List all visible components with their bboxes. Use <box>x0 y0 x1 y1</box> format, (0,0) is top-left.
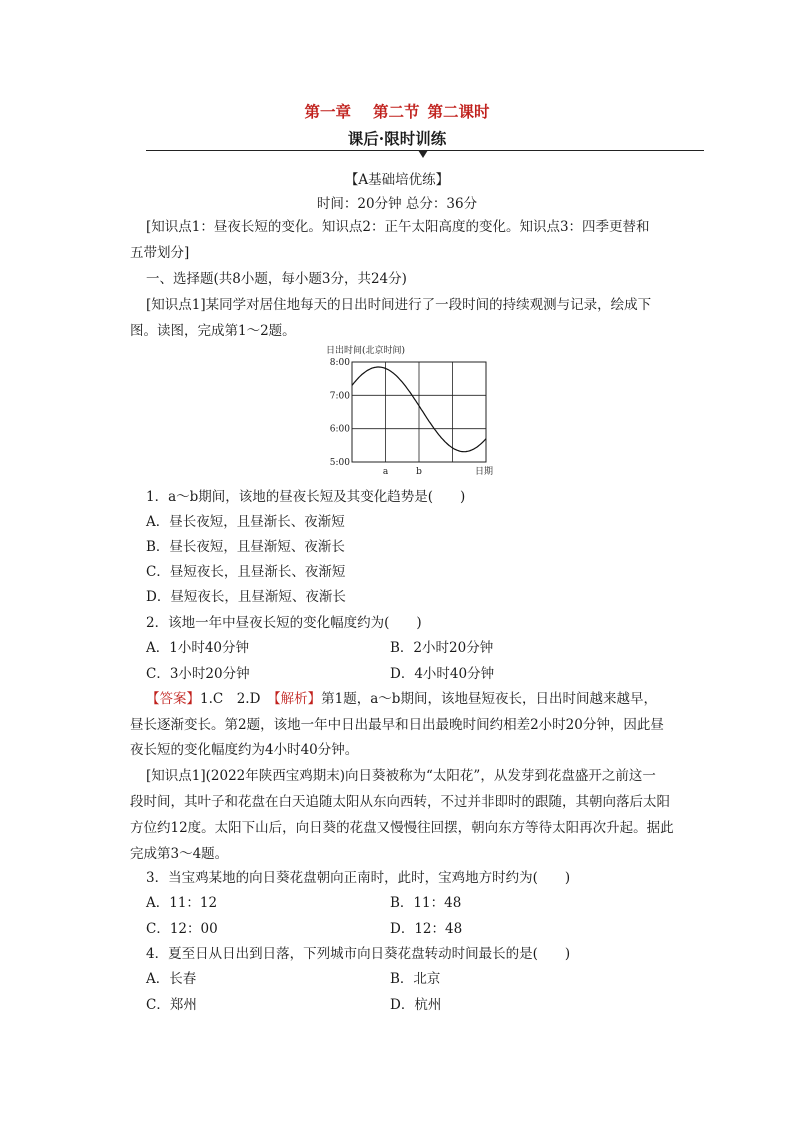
chapter-label: 第一章 <box>304 102 351 121</box>
lesson-label: 第二课时 <box>427 102 490 121</box>
ytick-label: 7:00 <box>329 391 350 402</box>
q4-stem: 4．夏至日从日出到日落，下列城市向日葵花盘转动时间最长的是( ) <box>146 946 571 962</box>
xtick-a: a <box>382 467 389 477</box>
analysis-text: 第1题，a～b期间，该地昼短夜长，日出时间越来越早， <box>321 691 657 707</box>
q2-stem: 2．该地一年中昼夜长短的变化幅度约为( ) <box>146 615 422 631</box>
y-tick-labels <box>330 358 350 468</box>
q1-option-c: C．昼短夜长，且昼渐长、夜渐短 <box>146 564 346 580</box>
section-label: 第二节 <box>372 102 420 121</box>
intro1-line1: [知识点1]某同学对居住地每天的日出时间进行了一段时间的持续观测与记录，绘成下 <box>146 297 652 313</box>
q2-option-b: B．2小时20分钟 <box>390 640 494 656</box>
q1-option-b: B．昼长夜短，且昼渐短、夜渐长 <box>146 539 345 555</box>
section-heading: 一、选择题(共8小题，每小题3分，共24分) <box>146 271 407 287</box>
chart-ylabel: 日出时间(北京时间) <box>326 346 406 356</box>
triangle-marker-icon <box>418 150 428 158</box>
q2-option-d: D．4小时40分钟 <box>390 666 495 682</box>
intro2-line1: [知识点1](2022年陕西宝鸡期末)向日葵被称为“太阳花”，从发芽到花盘盛开之前这一 <box>146 768 656 784</box>
answer1-line2: 昼长逐渐变长。第2题，该地一年中日出最早和日出最晚时间约相差2小时20分钟，因此昼 <box>130 717 664 733</box>
q3-option-c: C．12：00 <box>146 921 218 937</box>
analysis-tag: 【解析】 <box>273 691 322 707</box>
answer1-line1 <box>146 690 657 708</box>
ytick-label: 6:00 <box>329 424 350 435</box>
part-a-title: 【A基础培优练】 <box>344 172 450 188</box>
q4-option-b: B．北京 <box>390 971 441 987</box>
q3-stem: 3．当宝鸡某地的向日葵花盘朝向正南时，此时，宝鸡地方时约为( ) <box>146 870 571 886</box>
q2-option-a: A．1小时40分钟 <box>146 640 250 656</box>
q1-option-a: A．昼长夜短，且昼渐长、夜渐短 <box>146 514 345 530</box>
intro2-line3: 方位约12度。太阳下山后，向日葵的花盘又慢慢往回摆，朝向东方等待太阳再次升起。据此 <box>130 820 674 836</box>
q3-option-a: A．11：12 <box>146 895 218 911</box>
xtick-b: b <box>416 467 422 477</box>
q4-option-c: C．郑州 <box>146 997 197 1013</box>
q4-option-d: D．杭州 <box>390 997 442 1013</box>
q2-option-c: C．3小时20分钟 <box>146 666 250 682</box>
q1-stem: 1．a～b期间，该地的昼夜长短及其变化趋势是( ) <box>146 489 466 505</box>
answer-tag: 【答案】 <box>146 691 200 707</box>
knowledge-points-line2: 五带划分] <box>130 245 190 261</box>
answer-text: 1.C 2.D <box>200 691 274 707</box>
ytick-label: 8:00 <box>329 358 350 368</box>
q3-option-d: D．12：48 <box>390 921 463 937</box>
time-score-line: 时间：20分钟 总分：36分 <box>316 196 478 212</box>
intro2-line2: 段时间，其叶子和花盘在白天追随太阳从东向西转，不过并非即时的跟随，其朝向落后太阳 <box>130 794 670 810</box>
q4-option-a: A．长春 <box>146 971 197 987</box>
ytick-label: 5:00 <box>329 458 350 468</box>
q3-option-b: B．11：48 <box>390 895 462 911</box>
chart-xlabel: 日期 <box>474 467 494 477</box>
page-subtitle: 课后·限时训练 <box>347 129 447 148</box>
q1-option-d: D．昼短夜长，且昼渐短、夜渐长 <box>146 589 346 605</box>
knowledge-points-line1: [知识点1：昼夜长短的变化。知识点2：正午太阳高度的变化。知识点3：四季更替和 <box>146 219 650 235</box>
intro1-line2: 图。读图，完成第1～2题。 <box>130 323 296 339</box>
chart-grid <box>352 362 486 462</box>
intro2-line4: 完成第3～4题。 <box>130 846 229 862</box>
sunrise-chart <box>322 343 502 477</box>
page-title <box>0 100 794 122</box>
answer1-line3: 夜长短的变化幅度约为4小时40分钟。 <box>130 742 359 758</box>
